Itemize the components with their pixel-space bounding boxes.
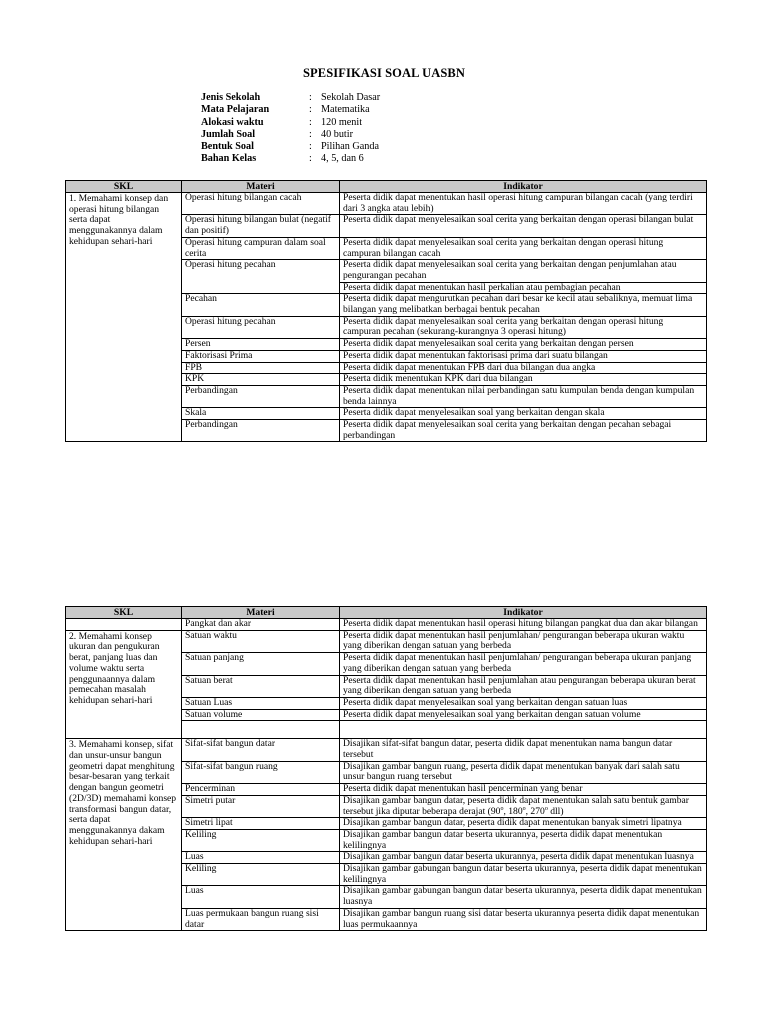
indikator-cell: Peserta didik dapat menentukan hasil operasi hitung bilangan pangkat dua dan akar bilangan [340, 619, 707, 631]
materi-cell: Luas [182, 852, 340, 864]
skl-cell: 1. Memahami konsep dan operasi hitung bilangan serta dapat menggunakannya dalam kehidupan sehari-hari [66, 193, 182, 442]
meta-value: 120 menit [321, 116, 363, 128]
materi-cell: Satuan panjang [182, 653, 340, 675]
meta-key: Bentuk Soal [201, 141, 254, 153]
materi-cell: Satuan waktu [182, 630, 340, 652]
rotation-end: dll) [547, 805, 564, 817]
header-skl: SKL [66, 181, 182, 193]
indikator-cell: Peserta didik dapat menentukan hasil pencerminan yang benar [340, 784, 707, 796]
skl-cell-empty [66, 619, 182, 631]
meta-colon: : [309, 153, 312, 165]
materi-cell: Operasi hitung campuran dalam soal cerita [182, 237, 340, 259]
indikator-cell: Peserta didik dapat menentukan FPB dari dua bilangan dua angka [340, 362, 707, 374]
materi-cell-empty [182, 721, 340, 739]
meta-colon: : [309, 141, 312, 153]
meta-value: Matematika [321, 104, 370, 116]
indikator-cell: Peserta didik dapat menyelesaikan soal cerita yang berkaitan dengan persen [340, 339, 707, 351]
indikator-cell-empty [340, 721, 707, 739]
indikator-cell: Disajikan gambar bangun datar beserta ukurannya, peserta didik dapat menentukan kelilingnya [340, 829, 707, 851]
meta-key: Jenis Sekolah [201, 92, 261, 103]
meta-value: 4, 5, dan 6 [321, 153, 364, 165]
materi-cell: Skala [182, 408, 340, 420]
meta-key: Bahan Kelas [201, 153, 257, 165]
materi-cell: Perbandingan [182, 420, 340, 442]
meta-value: 40 butir [321, 128, 353, 140]
materi-cell: Operasi hitung pecahan [182, 260, 340, 294]
indikator-cell: Peserta didik dapat menyelesaikan soal cerita yang berkaitan dengan penjumlahan atau pengurangan pecahan [340, 260, 707, 282]
indikator-cell: Peserta didik dapat mengurutkan pecahan dari besar ke kecil atau sebaliknya, memuat lima bilangan yang melibatkan berbagai bentuk pecahan [340, 294, 707, 316]
header-skl: SKL [66, 607, 182, 619]
header-materi: Materi [182, 181, 340, 193]
header-materi: Materi [182, 607, 340, 619]
indikator-cell: Disajikan gambar bangun ruang sisi datar beserta ukurannya peserta didik dapat menentukan luas permukaannya [340, 908, 707, 930]
indikator-cell [340, 795, 707, 817]
materi-cell: Satuan Luas [182, 697, 340, 709]
spec-table-1 [65, 180, 707, 442]
indikator-cell: Peserta didik dapat menentukan faktorisasi prima dari suatu bilangan [340, 350, 707, 362]
meta-value: Sekolah Dasar [321, 92, 381, 103]
materi-cell: Keliling [182, 864, 340, 886]
materi-cell: Sifat-sifat bangun ruang [182, 761, 340, 783]
table-row [66, 619, 707, 631]
indikator-cell: Disajikan gambar gabungan bangun datar beserta ukurannya, peserta didik dapat menentukan luasnya [340, 886, 707, 908]
materi-cell: Faktorisasi Prima [182, 350, 340, 362]
materi-cell: Sifat-sifat bangun datar [182, 739, 340, 761]
indikator-cell: Peserta didik dapat menentukan nilai perbandingan satu kumpulan benda dengan kumpulan benda lainnya [340, 385, 707, 407]
meta-key: Alokasi waktu [201, 116, 264, 128]
meta-row-grade [201, 153, 380, 165]
indikator-cell: Peserta didik dapat menentukan hasil penjumlahan/ pengurangan beberapa ukuran panjang yang diberikan dengan satuan yang berbeda [340, 653, 707, 675]
indikator-cell: Disajikan gambar bangun datar beserta ukurannya, peserta didik dapat menentukan luasnya [340, 852, 707, 864]
materi-cell: FPB [182, 362, 340, 374]
indikator-cell: Peserta didik dapat menyelesaikan soal yang berkaitan dengan satuan volume [340, 709, 707, 721]
meta-row-school [201, 92, 380, 104]
meta-row-form [201, 141, 380, 153]
degree-mark: o [522, 805, 526, 812]
document-title: SPESIFIKASI SOAL UASBN [303, 66, 465, 80]
indikator-cell: Disajikan gambar bangun datar, peserta didik dapat menentukan banyak simetri lipatnya [340, 818, 707, 830]
indikator-cell: Peserta didik dapat menyelesaikan soal cerita yang berkaitan dengan operasi bilangan bulat [340, 215, 707, 237]
exam-info [201, 92, 380, 166]
materi-cell: Operasi hitung bilangan cacah [182, 193, 340, 215]
materi-cell: Persen [182, 339, 340, 351]
indikator-cell: Peserta didik dapat menentukan hasil penjumlahan/ pengurangan beberapa ukuran waktu yang diberikan dengan satuan yang berbeda [340, 630, 707, 652]
header-indikator: Indikator [340, 607, 707, 619]
materi-cell: Pecahan [182, 294, 340, 316]
indikator-cell: Peserta didik dapat menentukan hasil perkalian atau pembagian pecahan [340, 282, 707, 294]
rotation-text: Disajikan gambar bangun datar, peserta didik dapat menentukan salah satu bentuk gambar tersebut jika diputar beberapa derajat (90 [343, 794, 689, 817]
materi-cell: Keliling [182, 829, 340, 851]
spec-table-2 [65, 606, 707, 931]
table-row [66, 739, 707, 761]
meta-key: Jumlah Soal [201, 128, 256, 140]
table-row [66, 193, 707, 215]
materi-cell: Satuan volume [182, 709, 340, 721]
materi-cell: Pencerminan [182, 784, 340, 796]
materi-cell: Simetri lipat [182, 818, 340, 830]
materi-cell: Pangkat dan akar [182, 619, 340, 631]
indikator-cell: Peserta didik dapat menyelesaikan soal cerita yang berkaitan dengan pecahan sebagai perbandingan [340, 420, 707, 442]
materi-cell: Luas [182, 886, 340, 908]
indikator-cell: Peserta didik dapat menentukan hasil penjumlahan atau pengurangan beberapa ukuran berat yang diberikan dengan satuan yang berbeda [340, 675, 707, 697]
table-header [66, 181, 707, 193]
skl-cell: 2. Memahami konsep ukuran dan pengukuran berat, panjang luas dan volume waktu serta penggunaannya dalam pemecahan masalah kehidupan sehari-hari [66, 630, 182, 739]
materi-cell: KPK [182, 374, 340, 386]
meta-row-count [201, 129, 380, 141]
indikator-cell: Peserta didik dapat menentukan hasil operasi hitung campuran bilangan cacah (yang terdiri dari 3 angka atau lebih) [340, 193, 707, 215]
meta-key: Mata Pelajaran [201, 104, 270, 116]
degree-mark: o [500, 805, 504, 812]
indikator-cell: Peserta didik menentukan KPK dari dua bilangan [340, 374, 707, 386]
indikator-cell: Disajikan gambar gabungan bangun datar beserta ukurannya, peserta didik dapat menentukan kelilingnya [340, 864, 707, 886]
materi-cell: Simetri putar [182, 795, 340, 817]
degree-mark: o [544, 805, 548, 812]
indikator-cell: Disajikan gambar bangun ruang, peserta didik dapat menentukan banyak dari salah satu unsur bangun ruang tersebut [340, 761, 707, 783]
meta-value: Pilihan Ganda [321, 141, 380, 153]
indikator-cell: Disajikan sifat-sifat bangun datar, peserta didik dapat menentukan nama bangun datar tersebut [340, 739, 707, 761]
materi-cell: Satuan berat [182, 675, 340, 697]
indikator-cell: Peserta didik dapat menyelesaikan soal cerita yang berkaitan dengan operasi hitung campuran bilangan cacah [340, 237, 707, 259]
indikator-cell: Peserta didik dapat menyelesaikan soal cerita yang berkaitan dengan operasi hitung campuran pecahan (sekurang-kurangnya 3 operasi hitung) [340, 316, 707, 338]
materi-cell: Operasi hitung pecahan [182, 316, 340, 338]
materi-cell: Perbandingan [182, 385, 340, 407]
header-indikator: Indikator [340, 181, 707, 193]
indikator-cell: Peserta didik dapat menyelesaikan soal yang berkaitan dengan satuan luas [340, 697, 707, 709]
meta-row-time [201, 117, 380, 129]
meta-colon: : [309, 116, 312, 128]
angle-270: 270 [530, 805, 545, 817]
skl-cell: 3. Memahami konsep, sifat dan unsur-unsur bangun geometri dapat menghitung besar-besaran yang terkait dengan bangun geometri (2D/3D) memahami konsep transformasi bangun datar, serta dapat menggunakannya dakam kehidupan sehari-hari [66, 739, 182, 931]
indikator-cell: Peserta didik dapat menyelesaikan soal yang berkaitan dengan skala [340, 408, 707, 420]
meta-row-subject [201, 104, 380, 116]
meta-colon: : [309, 92, 312, 103]
meta-colon: : [309, 128, 312, 140]
meta-colon: : [309, 104, 312, 116]
separator: , [503, 805, 509, 817]
angle-180: 180 [508, 805, 523, 817]
materi-cell: Luas permukaan bangun ruang sisi datar [182, 908, 340, 930]
table-header [66, 607, 707, 619]
separator: , [525, 805, 531, 817]
materi-cell: Operasi hitung bilangan bulat (negatif dan positif) [182, 215, 340, 237]
table-row [66, 630, 707, 652]
